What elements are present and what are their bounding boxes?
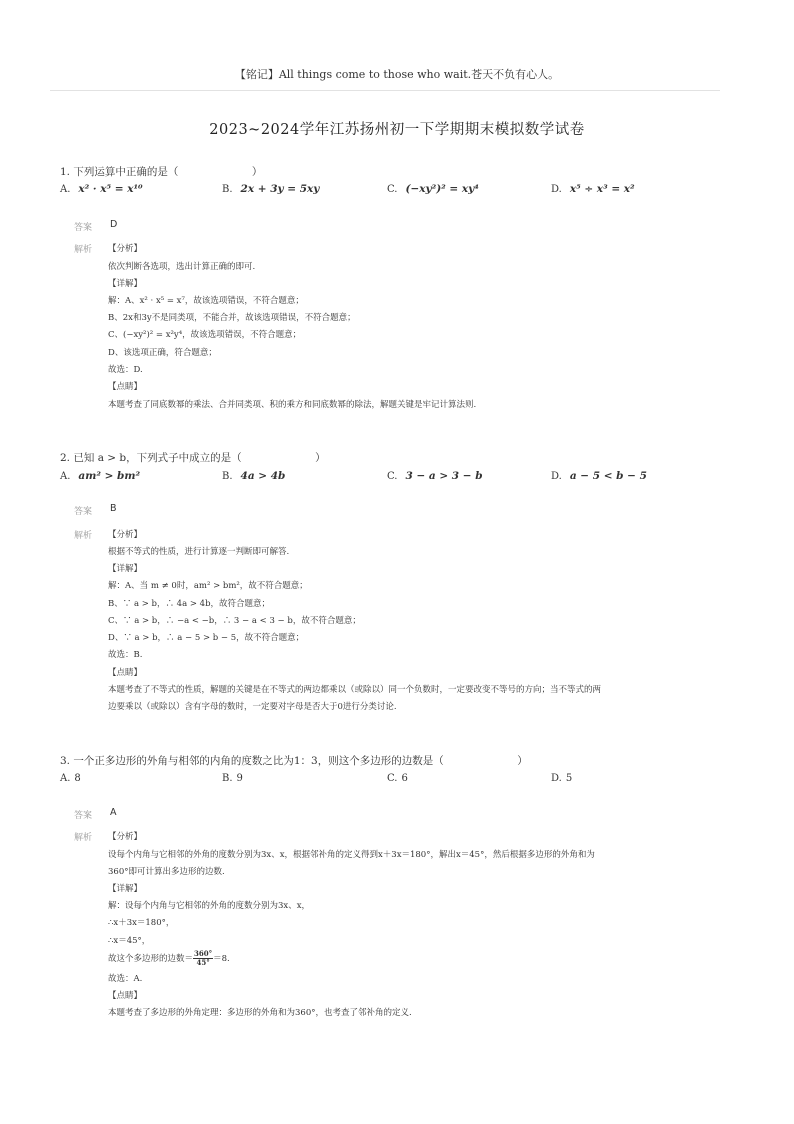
q2-option-c[interactable]: C. 3 − a > 3 − b: [387, 470, 483, 482]
q3-analysis-line: ∴x＋3x＝180°，: [108, 918, 175, 928]
q2-analysis-line: 根据不等式的性质，进行计算逐一判断即可解答.: [108, 547, 290, 557]
q3-analysis-line: 【点睛】: [108, 991, 143, 1001]
q2-answer-value: B: [110, 503, 117, 514]
motto-banner: 【铭记】All things come to those who wait.苍天不负有心人。: [234, 68, 560, 81]
q3-analysis-label: 解析: [74, 833, 93, 843]
q3-analysis-line: 设每个内角与它相邻的外角的度数分别为3x、x，根据邻补角的定义得到x＋3x＝180°，解出x＝45°，然后根据多边形的外角和为: [108, 850, 595, 860]
q2-answer-label: 答案: [74, 507, 93, 517]
q2-option-b[interactable]: B. 4a > 4b: [222, 470, 286, 482]
question-1-stem: 1. 下列运算中正确的是（ ）: [60, 166, 263, 178]
q2-analysis-line: 【分析】: [108, 530, 143, 540]
q2-analysis-line: 边要乘以（或除以）含有字母的数时，一定要对字母是否大于0进行分类讨论.: [108, 702, 397, 712]
q1-analysis-line: 本题考查了同底数幂的乘法、合并同类项、积的乘方和同底数幂的除法，解题关键是牢记计算法则.: [108, 400, 477, 410]
q1-analysis-line: D、该选项正确，符合题意；: [108, 348, 217, 358]
q2-analysis-label: 解析: [74, 531, 93, 541]
q2-analysis-line: 解：A、当 m ≠ 0时，am² > bm²，故不符合题意；: [108, 581, 308, 591]
header-divider: [50, 90, 720, 91]
q3-option-a[interactable]: A. 8: [60, 773, 81, 784]
q1-option-d[interactable]: D. x⁵ ÷ x³ = x²: [551, 183, 635, 195]
q1-analysis-line: 故选：D.: [108, 365, 143, 375]
question-3-stem: 3. 一个正多边形的外角与相邻的内角的度数之比为1：3，则这个多边形的边数是（ ）: [60, 755, 528, 767]
question-2-stem: 2. 已知 a > b，下列式子中成立的是（ ）: [60, 452, 326, 464]
q1-analysis-line: 【详解】: [108, 279, 143, 289]
q3-analysis-line: 解：设每个内角与它相邻的外角的度数分别为3x、x，: [108, 901, 310, 911]
q3-option-c[interactable]: C. 6: [387, 773, 408, 784]
q1-analysis-line: C、(−xy²)² = x²y⁴，故该选项错误，不符合题意；: [108, 330, 302, 340]
q1-analysis-line: 【点睛】: [108, 382, 143, 392]
q3-answer-label: 答案: [74, 811, 93, 821]
q3-analysis-line: 【详解】: [108, 884, 143, 894]
q2-analysis-line: 【详解】: [108, 564, 143, 574]
q1-option-b[interactable]: B. 2x + 3y = 5xy: [222, 183, 320, 195]
q3-analysis-line: 故这个多边形的边数＝ $\frac{360^\circ}{45^\circ}$ ＝8.: [108, 949, 230, 967]
q1-analysis-line: B、2x和3y不是同类项，不能合并，故该选项错误，不符合题意；: [108, 313, 356, 323]
q2-analysis-line: 故选：B.: [108, 650, 143, 660]
q1-option-c[interactable]: C. (−xy²)² = xy⁴: [387, 183, 479, 195]
q3-analysis-line: 本题考查了多边形的外角定理：多边形的外角和为360°，也考查了邻补角的定义.: [108, 1008, 412, 1018]
q3-option-d[interactable]: D. 5: [551, 773, 573, 784]
q3-analysis-line: 360°即可计算出多边形的边数.: [108, 867, 225, 877]
q2-option-a[interactable]: A. am² > bm²: [60, 470, 141, 482]
q1-analysis-line: 依次判断各选项，选出计算正确的即可.: [108, 262, 256, 272]
q1-answer-value: D: [110, 219, 118, 230]
exam-title: 2023~2024学年江苏扬州初一下学期期末模拟数学试卷: [209, 122, 585, 138]
q2-analysis-line: 【点睛】: [108, 668, 143, 678]
q2-option-d[interactable]: D. a − 5 < b − 5: [551, 470, 647, 482]
q2-analysis-line: B、∵ a > b，∴ 4a > 4b，故符合题意；: [108, 599, 271, 609]
q2-analysis-line: D、∵ a > b，∴ a − 5 > b − 5，故不符合题意；: [108, 633, 305, 643]
q1-answer-label: 答案: [74, 223, 93, 233]
q3-analysis-line: 故选：A.: [108, 974, 143, 984]
q1-analysis-label: 解析: [74, 245, 93, 255]
q1-analysis-line: 解：A、x² · x⁵ = x⁷，故该选项错误，不符合题意；: [108, 296, 304, 306]
sides-fraction: $\frac{360^\circ}{45^\circ}$: [194, 949, 213, 967]
q2-analysis-line: C、∵ a > b，∴ −a < −b，∴ 3 − a < 3 − b，故不符合题意；: [108, 616, 361, 626]
q3-analysis-line: ∴x＝45°，: [108, 936, 151, 946]
q3-option-b[interactable]: B. 9: [222, 773, 243, 784]
q1-option-a[interactable]: A. x² · x⁵ = x¹⁰: [60, 183, 143, 195]
q1-analysis-line: 【分析】: [108, 244, 143, 254]
q2-analysis-line: 本题考查了不等式的性质，解题的关键是在不等式的两边都乘以（或除以）同一个负数时，一定要改变不等号的方向；当不等式的两: [108, 685, 602, 695]
q3-analysis-line: 【分析】: [108, 832, 143, 842]
q3-answer-value: A: [110, 807, 117, 818]
